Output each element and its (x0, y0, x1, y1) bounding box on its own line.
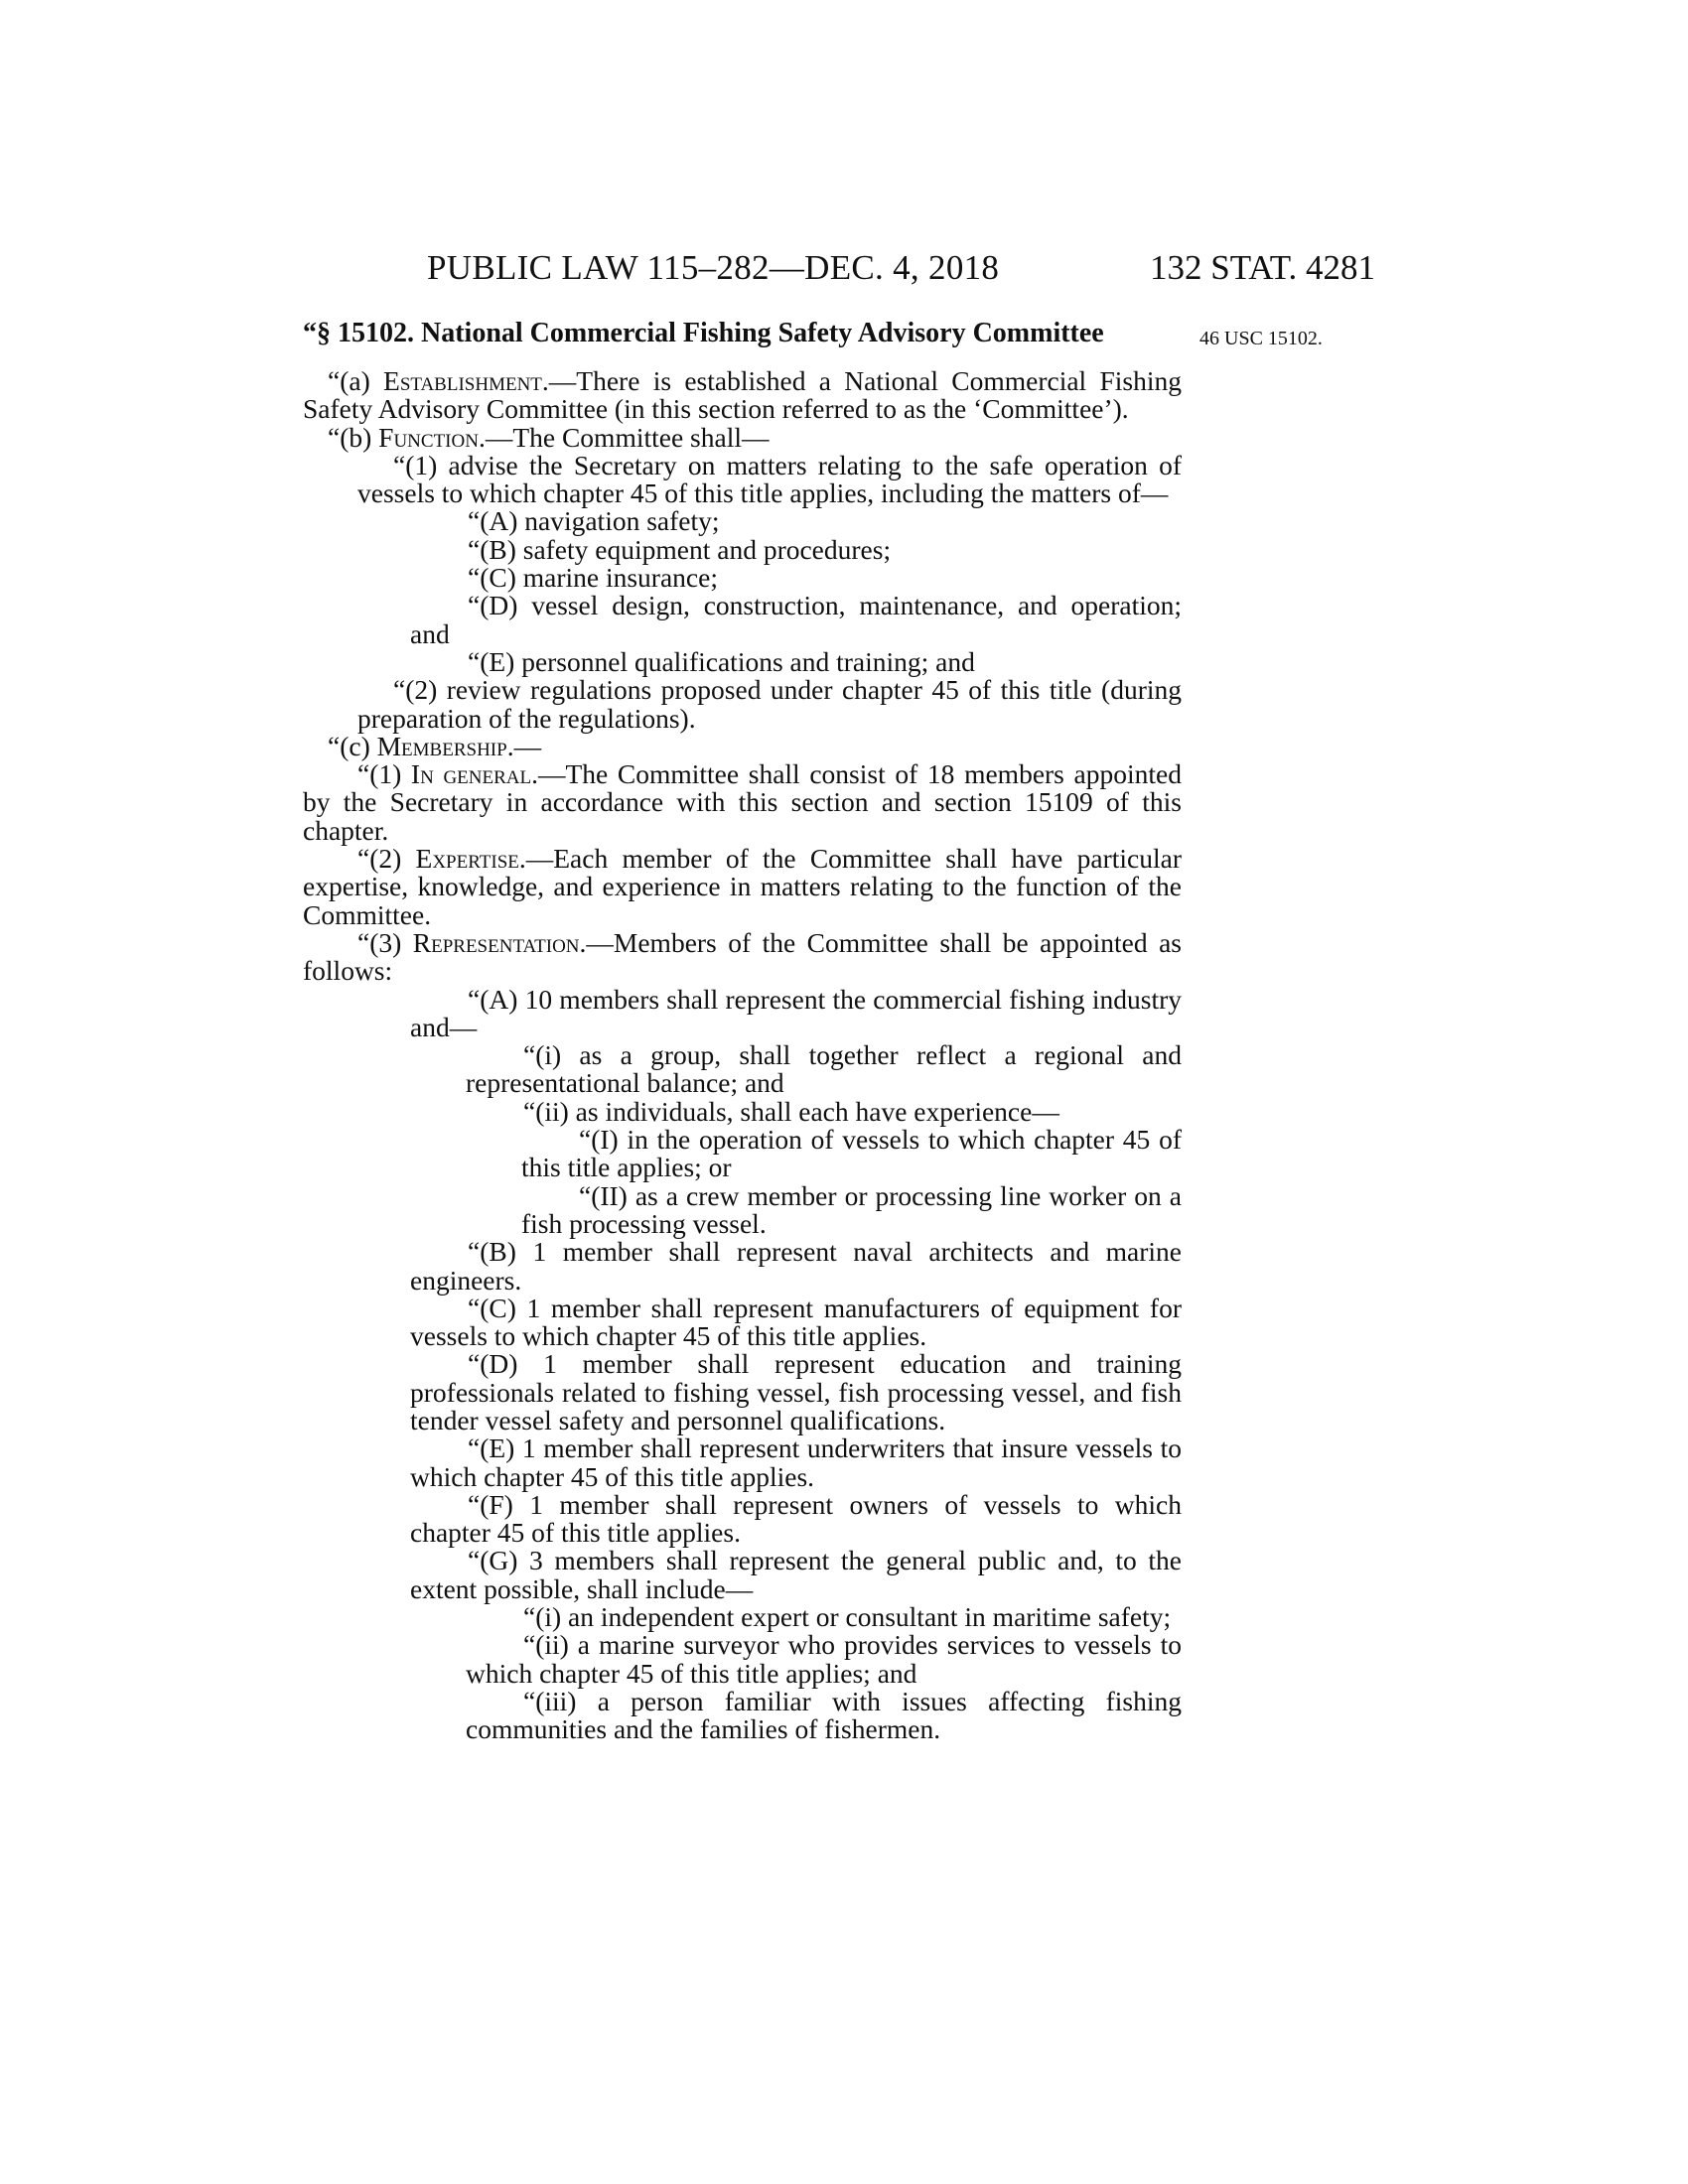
subsection-b-text: .—The Committee shall— (478, 421, 770, 453)
subsection-b-caption: Function (378, 421, 479, 453)
paragraph-c-3-lead: “(3) (357, 926, 413, 958)
subparagraph-b-1-C: “(C) marine insurance; (468, 562, 718, 594)
clause-c-3-G-ii: “(ii) a marine surveyor who provides services to vessels to which chapter 45 of this title applies; and (466, 1629, 1182, 1689)
paragraph-c-1 (303, 760, 1182, 845)
clause-c-3-A-i: “(i) as a group, shall together reflect a regional and representational balance; and (466, 1039, 1182, 1099)
subparagraph-b-1-E: “(E) personnel qualifications and training; and (468, 645, 975, 677)
subparagraph-c-3-G: “(G) 3 members shall represent the general public and, to the extent possible, shall include— (410, 1545, 1182, 1604)
paragraph-c-1-caption: In general (410, 758, 532, 790)
subparagraph-b-1-B: “(B) safety equipment and procedures; (468, 533, 892, 565)
statute-page-number: 132 STAT. 4281 (1150, 248, 1375, 287)
public-law-header: PUBLIC LAW 115–282—DEC. 4, 2018 (427, 248, 1000, 287)
subparagraph-b-1-A: “(A) navigation safety; (468, 505, 720, 537)
subsection-a-text: .—There is established a National Commercial Fishing Safety Advisory Committee (in this section referred to as the ‘Committee’). (303, 365, 1182, 425)
subsection-a (303, 367, 1182, 424)
subsection-c (303, 730, 1182, 761)
subparagraph-c-3-B: “(B) 1 member shall represent naval architects and marine engineers. (410, 1236, 1182, 1296)
paragraph-b-1: “(1) advise the Secretary on matters relating to the safe operation of vessels to which chapter 45 of this title applies, including the matters of— (357, 449, 1182, 509)
paragraph-c-3-text: .—Members of the Committee shall be appointed as follows: (303, 926, 1182, 987)
clause-c-3-A-ii: “(ii) as individuals, shall each have experience— (523, 1095, 1059, 1127)
subclause-c-3-A-ii-I: “(I) in the operation of vessels to which chapter 45 of this title applies; or (521, 1124, 1182, 1183)
paragraph-c-2-lead: “(2) (357, 843, 416, 875)
subparagraph-c-3-F: “(F) 1 member shall represent owners of vessels to which chapter 45 of this title applies. (410, 1488, 1182, 1549)
paragraph-c-2-caption: Expertise (415, 843, 519, 875)
paragraph-b-2: “(2) review regulations proposed under chapter 45 of this title (during preparation of the regulations). (357, 674, 1182, 734)
paragraph-c-3 (303, 926, 1182, 987)
subparagraph-c-3-E: “(E) 1 member shall represent underwriters that insure vessels to which chapter 45 of this title applies. (410, 1433, 1182, 1492)
section-heading: “§ 15102. National Commercial Fishing Safety Advisory Committee (303, 318, 1104, 348)
paragraph-c-2-text: .—Each member of the Committee shall have particular expertise, knowledge, and experience in matters relating to the function of the Committee. (303, 843, 1182, 930)
running-header (303, 248, 1375, 298)
subparagraph-c-3-D: “(D) 1 member shall represent education and training professionals related to fishing vessel, fish processing vessel, and fish tender vessel safety and personnel qualifications. (410, 1348, 1182, 1435)
subparagraph-c-3-C: “(C) 1 member shall represent manufacturers of equipment for vessels to which chapter 45 of this title applies. (410, 1292, 1182, 1352)
subsection-a-lead: “(a) (328, 365, 384, 396)
subparagraph-b-1-D: “(D) vessel design, construction, maintenance, and operation; and (410, 590, 1182, 649)
subsection-b-lead: “(b) (328, 421, 379, 453)
paragraph-c-3-caption: Representation (412, 926, 580, 958)
subsection-c-caption: Membership (376, 730, 507, 761)
subsection-c-lead: “(c) (328, 730, 377, 761)
paragraph-c-1-lead: “(1) (357, 758, 411, 790)
subsection-b (303, 421, 1182, 453)
section-body (303, 320, 1182, 1744)
subsection-a-caption: Establishment (383, 365, 542, 396)
paragraph-c-2 (303, 845, 1182, 929)
clause-c-3-G-i: “(i) an independent expert or consultant in maritime safety; (523, 1601, 1172, 1633)
subclause-c-3-A-ii-II: “(II) as a crew member or processing line worker on a fish processing vessel. (521, 1179, 1182, 1239)
margin-citation: 46 USC 15102. (1199, 328, 1323, 349)
subparagraph-c-3-A: “(A) 10 members shall represent the commercial fishing industry and— (410, 983, 1182, 1042)
paragraph-c-1-text: .—The Committee shall consist of 18 members appointed by the Secretary in accordance with this section and section 15109 of this chapter. (303, 758, 1182, 846)
subsection-c-text: .— (506, 730, 542, 761)
clause-c-3-G-iii: “(iii) a person familiar with issues affecting fishing communities and the families of fishermen. (466, 1685, 1182, 1745)
